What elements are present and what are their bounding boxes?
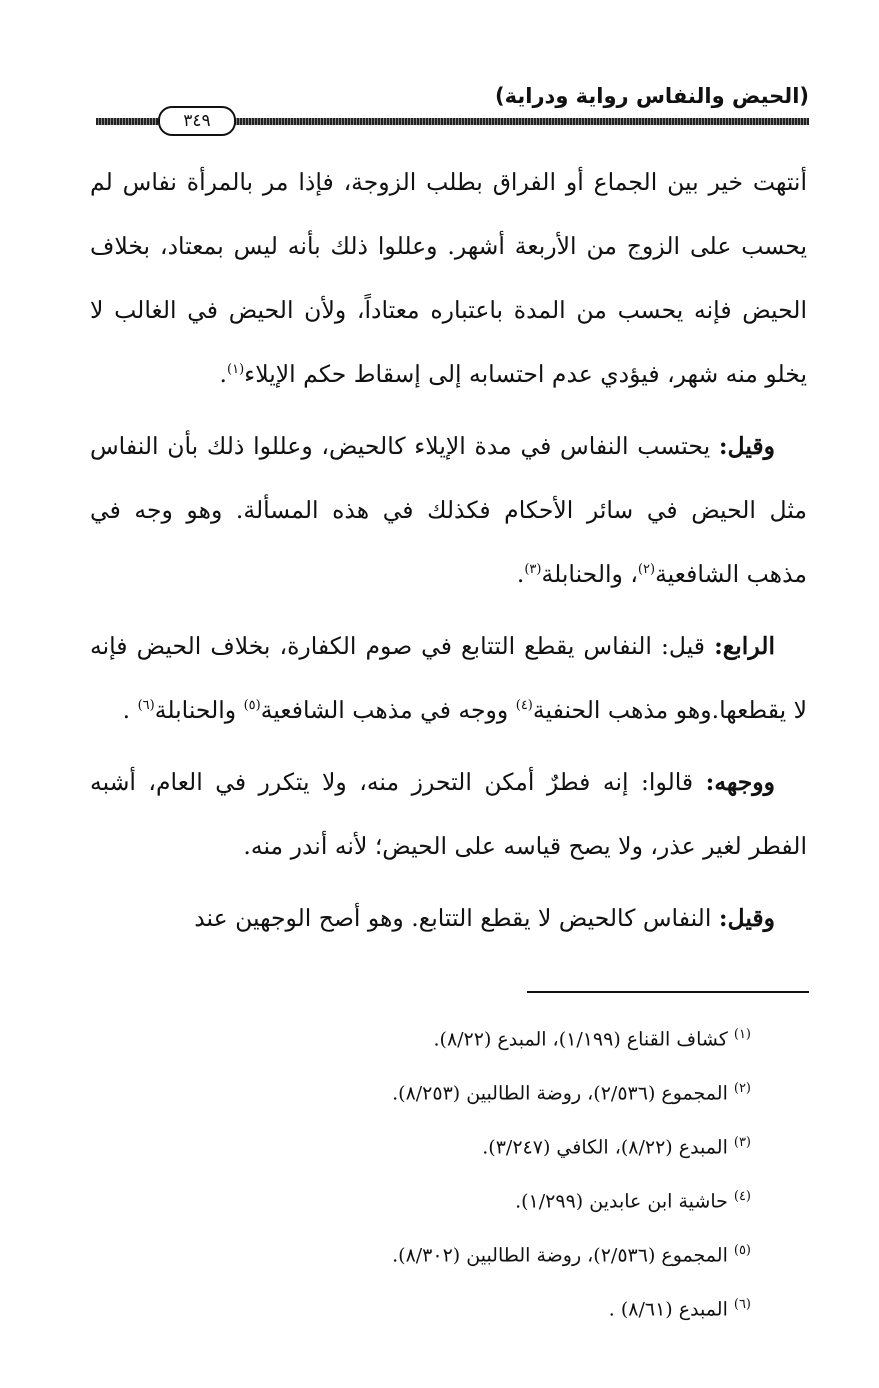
paragraph-text: يحتسب النفاس في مدة الإيلاء كالحيض، وعللوا ذلك بأن النفاس مثل الحيض في سائر الأحكام فكذلك في هذه المسألة. وهو وجه في مذهب الشافعية <box>90 432 807 588</box>
paragraph-lead: وقيل: <box>718 432 775 460</box>
footnote-number: (٣) <box>733 1135 751 1150</box>
paragraph-text-2: ووجه في مذهب الشافعية <box>260 696 516 724</box>
paragraph-tail: . <box>122 696 138 724</box>
footnote-5 <box>120 1224 751 1278</box>
footnote-text: المبدع (٨/٦١) . <box>608 1298 728 1321</box>
footnote-number: (٢) <box>733 1081 751 1096</box>
footnotes <box>120 1008 751 1332</box>
footnote-number: (٦) <box>733 1297 751 1312</box>
footnote-text: حاشية ابن عابدين (١/٢٩٩). <box>515 1190 728 1213</box>
paragraph-text-3: والحنابلة <box>154 696 244 724</box>
paragraph-2 <box>90 414 807 606</box>
paragraph-lead: وقيل: <box>718 904 775 932</box>
paragraph-text: قالوا: إنه فطرٌ أمكن التحرز منه، ولا يتكرر في العام، أشبه الفطر لغير عذر، ولا يصح قياسه على الحيض؛ لأنه أندر منه. <box>90 768 807 860</box>
paragraph-text: أنتهت خير بين الجماع أو الفراق بطلب الزوجة، فإذا مر بالمرأة نفاس لم يحسب على الزوج من الأربعة أشهر. وعللوا ذلك بأنه ليس بمعتاد، بخلاف الحيض فإنه يحسب من المدة باعتباره معتاداً، ولأن الحيض في الغالب لا يخلو منه شهر، فيؤدي عدم احتسابه إلى إسقاط حكم الإيلاء <box>90 168 807 388</box>
footnote-number: (٥) <box>733 1243 751 1258</box>
paragraph-lead: ووجهه: <box>705 768 775 796</box>
footnote-4 <box>120 1170 751 1224</box>
footnote-2 <box>120 1062 751 1116</box>
footnote-text: المبدع (٨/٢٢)، الكافي (٣/٢٤٧). <box>482 1136 728 1159</box>
footnote-text: المجموع (٢/٥٣٦)، روضة الطالبين (٨/٣٠٢). <box>392 1244 728 1267</box>
footnote-6 <box>120 1278 751 1332</box>
footnote-rule <box>527 991 809 993</box>
footnote-ref: (٦) <box>137 698 155 714</box>
footnote-1 <box>120 1008 751 1062</box>
footnote-ref: (٥) <box>243 698 261 714</box>
footnote-ref: (٤) <box>515 698 533 714</box>
paragraph-text-2: ، والحنابلة <box>541 560 638 588</box>
footnote-number: (١) <box>733 1027 751 1042</box>
footnote-number: (٤) <box>733 1189 751 1204</box>
footnote-ref: (١) <box>227 362 245 378</box>
paragraph-text: قيل: النفاس يقطع التتابع في صوم الكفارة، بخلاف الحيض فإنه لا يقطعها.وهو مذهب الحنفية <box>90 632 807 724</box>
paragraph-tail: . <box>219 360 228 388</box>
paragraph-tail: . <box>516 560 525 588</box>
footnote-text: المجموع (٢/٥٣٦)، روضة الطالبين (٨/٢٥٣). <box>392 1082 728 1105</box>
page-number: ٣٤٩ <box>158 106 236 136</box>
main-text <box>90 150 807 958</box>
paragraph-1 <box>90 150 807 406</box>
page-header <box>96 82 809 134</box>
footnote-3 <box>120 1116 751 1170</box>
footnote-text: كشاف القناع (١/١٩٩)، المبدع (٨/٢٢). <box>433 1028 728 1051</box>
footnote-ref: (٢) <box>637 562 656 578</box>
paragraph-3 <box>90 614 807 742</box>
paragraph-4 <box>90 750 807 878</box>
running-title: (الحيض والنفاس رواية ودراية) <box>495 84 809 108</box>
paragraph-5 <box>90 886 807 950</box>
paragraph-text: النفاس كالحيض لا يقطع التتابع. وهو أصح الوجهين عند <box>194 904 719 932</box>
footnote-ref: (٣) <box>524 562 542 578</box>
paragraph-lead: الرابع: <box>714 632 775 660</box>
